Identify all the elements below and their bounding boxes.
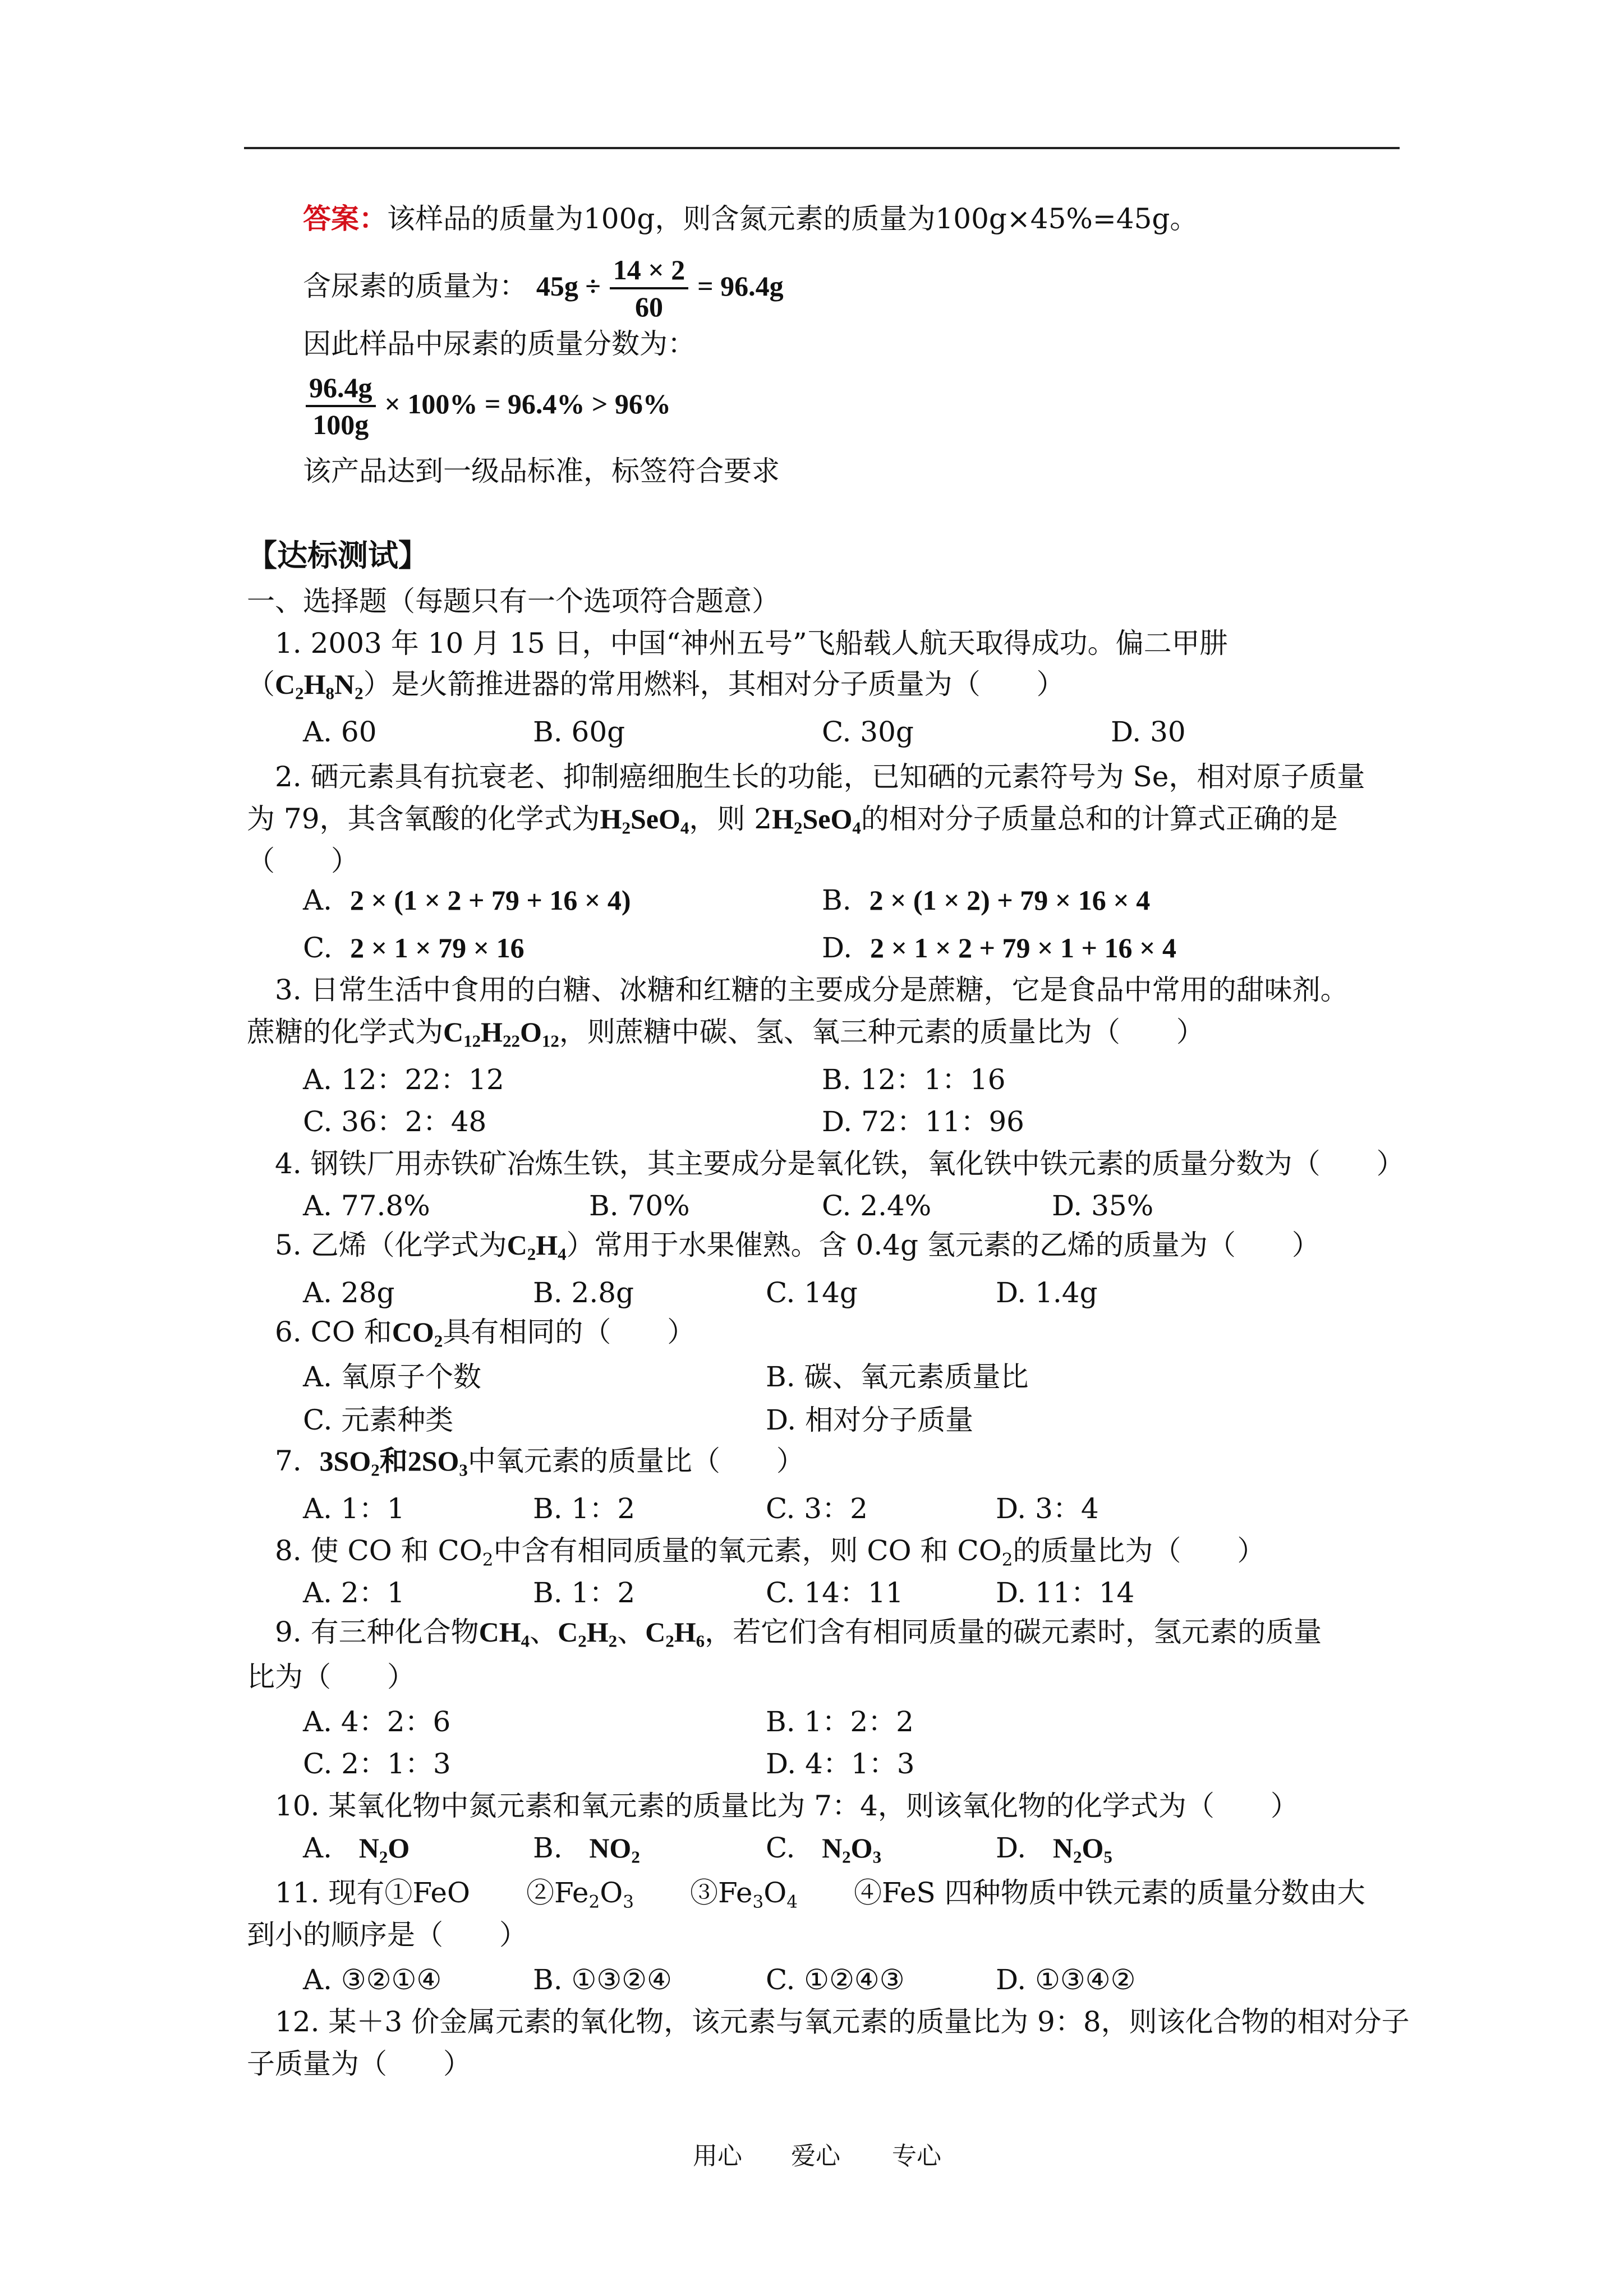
question-12-line-2: 子质量为（ ）: [247, 2048, 471, 2080]
question-8-option-b: B. 1：2: [533, 1576, 636, 1609]
question-6-line-1: 6. CO 和$CO_2$具有相同的（ ）: [275, 1316, 696, 1351]
question-3-option-a: A. 12：22：12: [303, 1063, 504, 1096]
question-4-option-b: B. 70%: [589, 1190, 690, 1222]
question-9-option-b: B. 1：2：2: [766, 1705, 914, 1738]
formula: $C_{12}H_{22}O_{12}$: [443, 1016, 559, 1051]
question-5-option-c: C. 14g: [766, 1276, 858, 1309]
question-6-option-b: B. 碳、氧元素质量比: [766, 1361, 1029, 1393]
question-1-option-b: B. 60g: [533, 716, 625, 748]
question-4-option-a: A. 77.8%: [303, 1190, 430, 1222]
question-6-option-a: A. 氧原子个数: [303, 1361, 481, 1393]
question-10-option-b: B. $NO_2$: [533, 1832, 640, 1867]
question-8-option-d: D. 11：14: [996, 1576, 1135, 1609]
question-2-line-2: 为 79，其含氧酸的化学式为$H_2SeO_4$，则 $2H_2SeO_4$的相对分子质量总和的计算式正确的是: [247, 803, 1338, 838]
question-3-option-d: D. 72：11：96: [822, 1105, 1024, 1138]
question-7-option-c: C. 3：2: [766, 1492, 868, 1525]
question-6-option-c: C. 元素种类: [303, 1404, 454, 1436]
answer-line-4: $\frac{96.4g}{100g}$ × 100% = 96.4% > 96%: [306, 365, 1461, 443]
footer-text-2: 爱心: [791, 2142, 840, 2170]
formula: $CO_2$: [392, 1316, 443, 1351]
question-8-line-1: 8. 使 CO 和 $CO_2$中含有相同质量的氧元素，则 CO 和 $CO_2$的质量比为（ ）: [275, 1534, 1266, 1570]
question-5-option-a: A. 28g: [303, 1276, 395, 1309]
question-6-option-d: D. 相对分子质量: [766, 1404, 974, 1436]
question-1-option-d: D. 30: [1111, 716, 1186, 748]
answer-line-1: 答案：该样品的质量为100g，则含氮元素的质量为100g×45%=45g。: [303, 202, 1198, 235]
question-2-option-a: A. 2 × (1 × 2 + 79 + 16 × 4): [303, 884, 631, 916]
question-2-option-d: D. 2 × 1 × 2 + 79 × 1 + 16 × 4: [822, 932, 1176, 964]
question-10-line-1: 10. 某氧化物中氮元素和氧元素的质量比为 7：4，则该氧化物的化学式为（ ）: [275, 1790, 1299, 1822]
footer-text-1: 用心: [693, 2142, 742, 2170]
question-3-option-b: B. 12：1：16: [822, 1063, 1006, 1096]
question-11-line-2: 到小的顺序是（ ）: [247, 1919, 527, 1951]
question-1-line-1: 1. 2003 年 10 月 15 日，中国“神州五号”飞船载人航天取得成功。偏二甲肼: [275, 627, 1228, 660]
formula: $C_2H_2$: [558, 1616, 618, 1651]
question-7-option-a: A. 1：1: [303, 1492, 405, 1525]
question-4-line-1: 4. 钢铁厂用赤铁矿冶炼生铁，其主要成分是氧化铁，氧化铁中铁元素的质量分数为（ ）: [275, 1147, 1405, 1180]
section-subtitle: 一、选择题（每题只有一个选项符合题意）: [247, 585, 780, 617]
question-3-line-1: 3. 日常生活中食用的白糖、冰糖和红糖的主要成分是蔗糖，它是食品中常用的甜味剂。: [275, 974, 1349, 1006]
question-5-option-b: B. 2.8g: [533, 1276, 634, 1309]
formula: $H_2SeO_4$: [772, 803, 861, 838]
question-10-option-a: A. $N_2O$: [303, 1832, 410, 1867]
answer-line-5: 该产品达到一级品标准，标签符合要求: [303, 455, 780, 487]
question-5-option-d: D. 1.4g: [996, 1276, 1098, 1309]
question-5-line-1: 5. 乙烯（化学式为$C_2H_4$）常用于水果催熟。含 0.4g 氢元素的乙烯的质量为（ ）: [275, 1229, 1320, 1264]
question-11-option-b: B. ①③②④: [533, 1963, 672, 1996]
question-9-line-2: 比为（ ）: [247, 1661, 415, 1693]
question-2-option-b: B. 2 × (1 × 2) + 79 × 16 × 4: [822, 884, 1151, 916]
question-3-option-c: C. 36：2：48: [303, 1105, 487, 1138]
question-10-option-c: C. $N_2O_3$: [766, 1832, 882, 1867]
formula: $C_2H_6$: [645, 1616, 705, 1651]
question-9-option-a: A. 4：2：6: [303, 1705, 451, 1738]
question-9-line-1: 9. 有三种化合物$CH_4$、$C_2H_2$、$C_2H_6$，若它们含有相同质量的碳元素时，氢元素的质量: [275, 1616, 1322, 1651]
question-4-option-c: C. 2.4%: [822, 1190, 932, 1222]
question-8-option-a: A. 2：1: [303, 1576, 405, 1609]
question-1-line-2: $(C_2H_8N_2)$是火箭推进器的常用燃料，其相对分子质量为（ ）: [247, 668, 1065, 703]
answer-line-3: 因此样品中尿素的质量分数为：: [303, 328, 696, 360]
question-3-line-2: 蔗糖的化学式为$C_{12}H_{22}O_{12}$，则蔗糖中碳、氢、氧三种元素的质量比为（ ）: [247, 1016, 1204, 1051]
answer-line-2: 含尿素的质量为： 45g ÷ $\frac{14 \times 2}{60}$ = 96.4g: [303, 247, 1459, 325]
question-11-line-1: 11. 现有①FeO $②Fe_2O_3$ $③Fe_3O_4$ ④FeS 四种物质中铁元素的质量分数由大: [275, 1877, 1365, 1912]
question-10-option-d: D. $N_2O_5$: [996, 1832, 1112, 1867]
question-11-option-c: C. ①②④③: [766, 1963, 905, 1996]
question-12-line-1: 12. 某＋3 价金属元素的氧化物，该元素与氧元素的质量比为 9：8，则该化合物的相对分子: [275, 2005, 1410, 2038]
section-title: 【达标测试】: [247, 537, 429, 573]
question-7-line-1: 7. $3SO_2$和$2SO_3$中氧元素的质量比（ ）: [275, 1445, 804, 1480]
question-1-option-c: C. 30g: [822, 716, 914, 748]
question-11-option-a: A. ③②①④: [303, 1963, 442, 1996]
question-2-option-c: C. 2 × 1 × 79 × 16: [303, 932, 525, 964]
fraction: $\frac{96.4g}{100g}$: [306, 370, 376, 442]
question-9-option-c: C. 2：1：3: [303, 1748, 451, 1780]
question-4-option-d: D. 35%: [1052, 1190, 1154, 1222]
question-2-line-3: （ ）: [247, 845, 359, 877]
header-rule: [244, 147, 1400, 149]
question-2-line-1: 2. 硒元素具有抗衰老、抑制癌细胞生长的功能，已知硒的元素符号为 Se，相对原子质量: [275, 760, 1365, 793]
question-7-option-d: D. 3：4: [996, 1492, 1099, 1525]
fraction: $\frac{14 \times 2}{60}$: [610, 252, 689, 324]
formula: $H_2SeO_4$: [600, 803, 689, 838]
formula: $C_2H_8N_2$: [275, 668, 364, 703]
formula: $3SO_2$和$2SO_3$: [319, 1445, 468, 1480]
answer-label: 答案：: [303, 202, 387, 235]
footer-text-3: 专心: [892, 2142, 941, 2170]
question-1-option-a: A. 60: [303, 716, 377, 748]
formula: $C_2H_4$: [507, 1229, 567, 1264]
question-8-option-c: C. 14：11: [766, 1576, 904, 1609]
question-9-option-d: D. 4：1：3: [766, 1748, 915, 1780]
formula: $CH_4$: [479, 1616, 530, 1651]
question-7-option-b: B. 1：2: [533, 1492, 636, 1525]
question-11-option-d: D. ①③④②: [996, 1963, 1136, 1996]
